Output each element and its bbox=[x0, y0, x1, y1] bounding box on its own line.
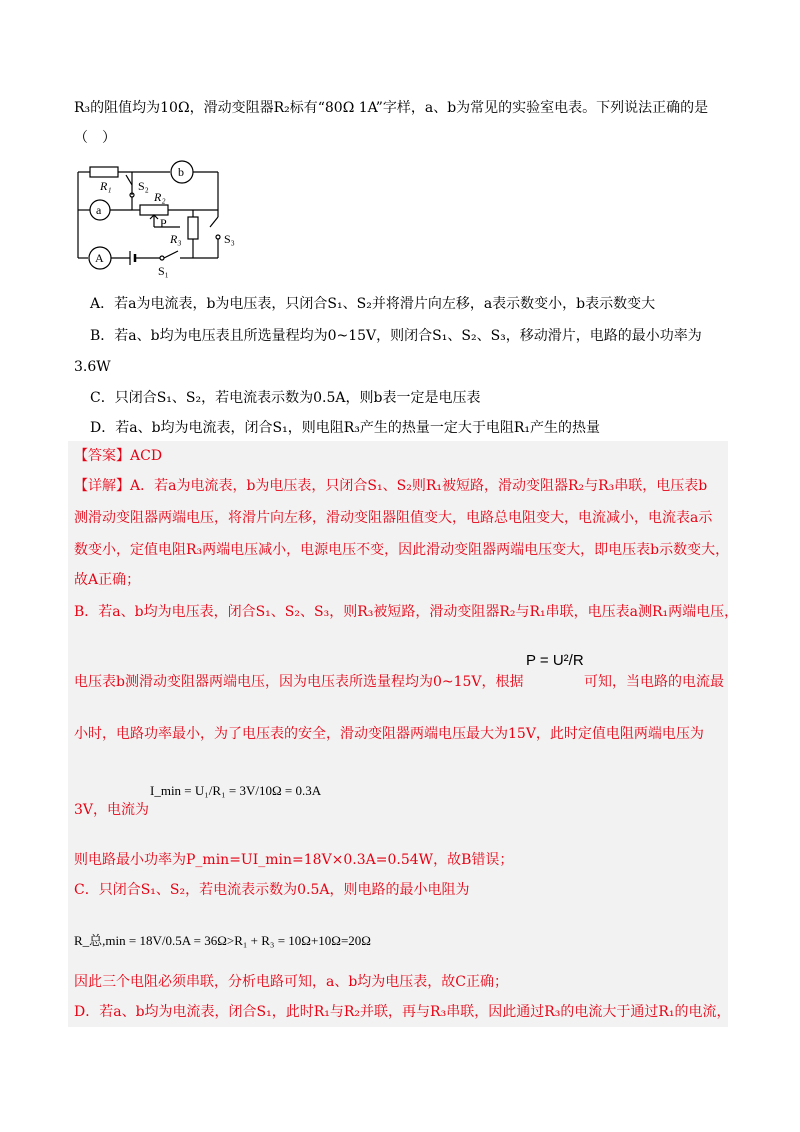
answer: 【答案】ACD bbox=[74, 448, 163, 464]
explanation-line-12: D．若a、b均为电流表，闭合S₁，此时R₁与R₂并联，再与R₃串联，因此通过R₃的电流大于通过R₁的电流， bbox=[74, 1004, 731, 1020]
meter-b-label: b bbox=[178, 165, 184, 179]
explanation-background bbox=[68, 441, 728, 837]
option-b-continued: 3.6W bbox=[74, 359, 111, 375]
ammeter-label: A bbox=[95, 251, 104, 265]
option-a: A．若a为电流表，b为电压表，只闭合S₁、S₂并将滑片向左移，a表示数变小，b表示数变大 bbox=[90, 296, 656, 312]
question-line-1: R₃的阻值均为10Ω，滑动变阻器R₂标有“80Ω 1A”字样，a、b为常见的实验室电表。下列说法正确的是 bbox=[74, 100, 709, 116]
explanation-line-8: 3V，电流为 bbox=[74, 802, 150, 818]
explanation-line-6b: 可知，当电路的电流最 bbox=[584, 674, 724, 690]
option-c: C．只闭合S₁、S₂，若电流表示数为0.5A，则b表一定是电压表 bbox=[90, 390, 481, 406]
explanation-line-11: 因此三个电阻必须串联，分析电路可知，a、b均为电压表，故C正确； bbox=[74, 974, 509, 990]
explanation-line-10: C．只闭合S₁、S₂，若电流表示数为0.5A，则电路的最小电阻为 bbox=[74, 882, 470, 898]
s1-label: S₁ bbox=[158, 264, 169, 278]
explanation-line-1: 【详解】A．若a为电流表，b为电压表，只闭合S₁、S₂则R₁被短路，滑动变阻器R₂与R₃串联，电压表b bbox=[74, 478, 708, 494]
explanation-line-4: 故A正确； bbox=[74, 572, 141, 588]
explanation-line-7: 小时，电路功率最小，为了电压表的安全，滑动变阻器两端电压最大为15V，此时定值电阻两端电压为 bbox=[74, 726, 704, 742]
r3-label: R₃ bbox=[170, 232, 182, 246]
option-b: B．若a、b均为电压表且所选量程均为0~15V，则闭合S₁、S₂、S₃，移动滑片，电路的最小功率为 bbox=[90, 328, 702, 344]
explanation-line-5: B．若a、b均为电压表，闭合S₁、S₂、S₃，则R₃被短路，滑动变阻器R₂与R₁串联，电压表a测R₁两端电压， bbox=[74, 604, 739, 620]
r2-label: R₂ bbox=[154, 190, 166, 204]
imin-formula: I_min = U₁/R₁ = 3V/10Ω = 0.3A bbox=[150, 783, 322, 798]
explanation-line-3: 数变小，定值电阻R₃两端电压减小，电源电压不变，因此滑动变阻器两端电压变大，即电压表b示数变大， bbox=[74, 542, 730, 558]
slider-p-label: P bbox=[160, 216, 167, 230]
explanation-line-2: 测滑动变阻器两端电压，将滑片向左移，滑动变阻器阻值变大，电路总电阻变大，电流减小，电流表a示 bbox=[74, 510, 713, 526]
circuit-diagram bbox=[70, 155, 260, 280]
explanation-line-6: 电压表b测滑动变阻器两端电压，因为电压表所选量程均为0~15V，根据 bbox=[74, 674, 524, 690]
power-formula: P = U²/R bbox=[526, 652, 584, 669]
s2-label: S₂ bbox=[138, 179, 149, 193]
meter-a-label: a bbox=[96, 203, 102, 217]
rmin-formula: R_总,min = 18V/0.5A = 36Ω>R₁ + R₃ = 10Ω+10Ω=20Ω bbox=[74, 933, 371, 948]
r1-label: R₁ bbox=[100, 179, 112, 193]
s3-label: S₃ bbox=[224, 232, 235, 246]
explanation-line-9: 则电路最小功率为P_min=UI_min=18V×0.3A=0.54W，故B错误； bbox=[74, 852, 514, 868]
option-d: D．若a、b均为电流表，闭合S₁，则电阻R₃产生的热量一定大于电阻R₁产生的热量 bbox=[90, 420, 601, 436]
question-line-2: （ ） bbox=[74, 130, 116, 146]
